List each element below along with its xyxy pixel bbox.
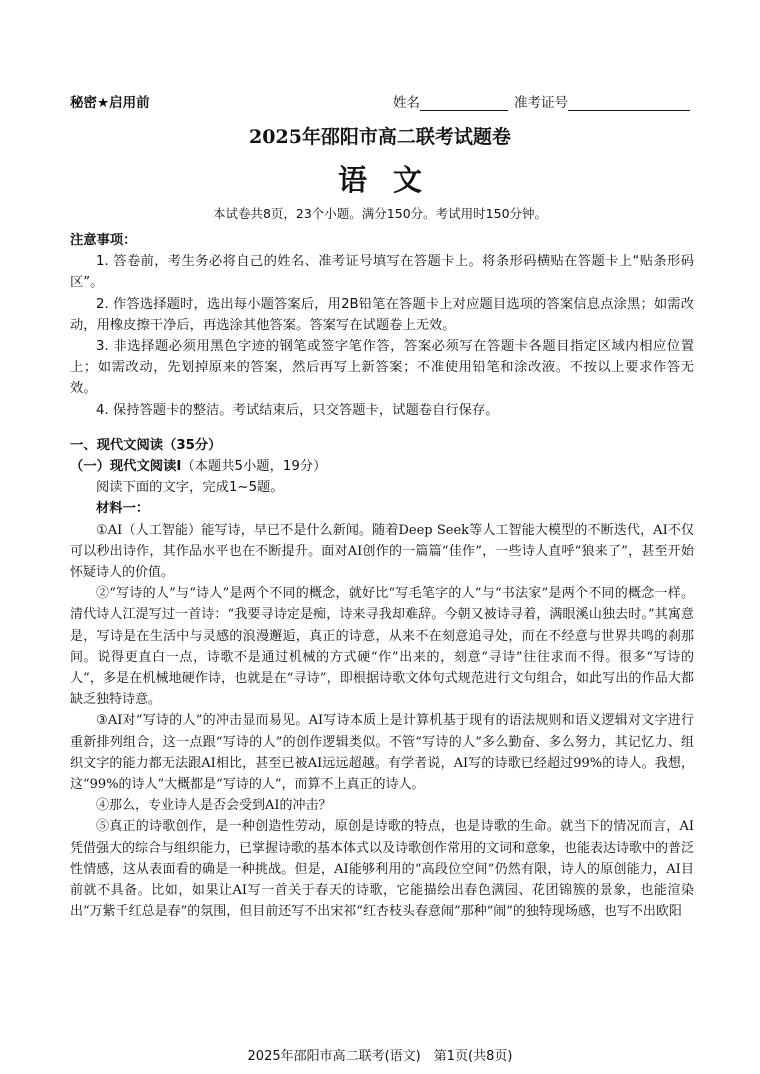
spacer: [70, 421, 694, 435]
passage-paragraph: ②“写诗的人”与“诗人”是两个不同的概念，就好比“写毛笔字的人”与“书法家”是两个不同的概念一样。清代诗人江湜写过一首诗：“我要寻诗定是痴，诗来寻我却难辞。今朝又被诗寻着，满眼溪山独去时。”其寓意是，写诗是在生活中与灵感的浪漫邂逅，真正的诗意，从来不在刻意追寻处，而在不经意与世界共鸣的刹那间。说得更直白一点，诗歌不是通过机械的方式硬“作”出来的，刻意“寻诗”往往求而不得。很多“写诗的人”，多是在机械地硬作诗，也就是在“寻诗”，即根据诗歌文体句式规范进行文句组合，如此写出的作品大都缺乏独特诗意。: [70, 586, 694, 708]
passage-paragraph: ④那么，专业诗人是否会受到AI的冲击？: [96, 798, 332, 814]
note-item: 4. 保持答题卡的整洁。考试结束后，只交答题卡，试题卷自行保存。: [96, 402, 499, 418]
note-item: 3. 非选择题必须用黑色字迹的钢笔或签字笔作答，答案必须写在答题卡各题目指定区域内相应位置上；如需改动，先划掉原来的答案，然后再写上新答案；不准使用铅笔和涂改液。不按以上要求作答无效。: [70, 339, 694, 397]
note-item: 1. 答卷前，考生务必将自己的姓名、准考证号填写在答题卡上。将条形码横贴在答题卡上“贴条形码区”。: [70, 254, 694, 291]
note-item: 2. 作答选择题时，选出每小题答案后，用2B铅笔在答题卡上对应题目选项的答案信息点涂黑；如需改动，用橡皮擦干净后，再选涂其他答案。答案写在试题卷上无效。: [70, 296, 694, 333]
exam-no-label: 准考证号: [514, 95, 568, 111]
passage-paragraph: ⑤真正的诗歌创作，是一种创造性劳动，原创是诗歌的特点，也是诗歌的生命。就当下的情况而言，AI凭借强大的综合与组织能力，已掌握诗歌的基本体式以及诗歌创作常用的文词和意象，也能表达诗歌中的普泛性情感，这从表面看的确是一种挑战。但是，AI能够利用的“高段位空间”仍然有限，诗人的原创能力，AI目前就不具备。比如，如果让AI写一首关于春天的诗歌，它能描绘出春色满园、花团锦簇的景象，也能渲染出“万紫千红总是春”的氛围，但目前还写不出宋祁“红杏枝头春意闹”那种“闹”的独特现场感，也写不出欧阳: [70, 819, 695, 920]
subsection-heading: [70, 456, 694, 477]
subsection-meta: （本题共5小题，19分）: [181, 459, 327, 475]
exam-info: 本试卷共8页，23个小题。满分150分。考试用时150分钟。: [212, 206, 548, 221]
material-label: 材料一：: [96, 501, 150, 517]
exam-title: 2025年邵阳市高二联考试题卷: [249, 126, 511, 148]
section-heading: 一、现代文阅读（35分）: [70, 437, 222, 453]
instruction: 阅读下面的文字，完成1~5题。: [96, 480, 284, 496]
name-field[interactable]: [420, 95, 508, 111]
subject-title: 语文: [337, 163, 448, 197]
name-label: 姓名: [393, 95, 420, 111]
secret-label: 秘密★启用前: [70, 95, 150, 111]
notes-heading: 注意事项：: [70, 233, 137, 248]
subsection-title: （一）现代文阅读Ⅰ: [70, 459, 182, 475]
candidate-fields: [393, 91, 690, 111]
exam-body: [70, 230, 694, 923]
exam-no-field[interactable]: [568, 95, 690, 111]
passage-paragraph: ③AI对“写诗的人”的冲击显而易见。AI写诗本质上是计算机基于现有的语法规则和语义逻辑对文字进行重新排列组合，这一点跟“写诗的人”的创作逻辑类似。不管“写诗的人”多么勤奋、多么努力，其记忆力、组织文字的能力都无法跟AI相比，甚至已被AI远远超越。有学者说，AI写的诗歌已经超过99%的诗人。我想，这“99%的诗人”大概都是“写诗的人”，而算不上真正的诗人。: [70, 713, 694, 793]
header-row: [70, 91, 690, 111]
passage-paragraph: ①AI（人工智能）能写诗，早已不是什么新闻。随着Deep Seek等人工智能大模型的不断迭代，AI不仅可以秒出诗作，其作品水平也在不断提升。面对AI创作的一篇篇“佳作”，一些诗人直呼“狼来了”，甚至开始怀疑诗人的价值。: [70, 522, 694, 581]
page-footer: 2025年邵阳市高二联考(语文) 第1页(共8页): [247, 1049, 513, 1064]
